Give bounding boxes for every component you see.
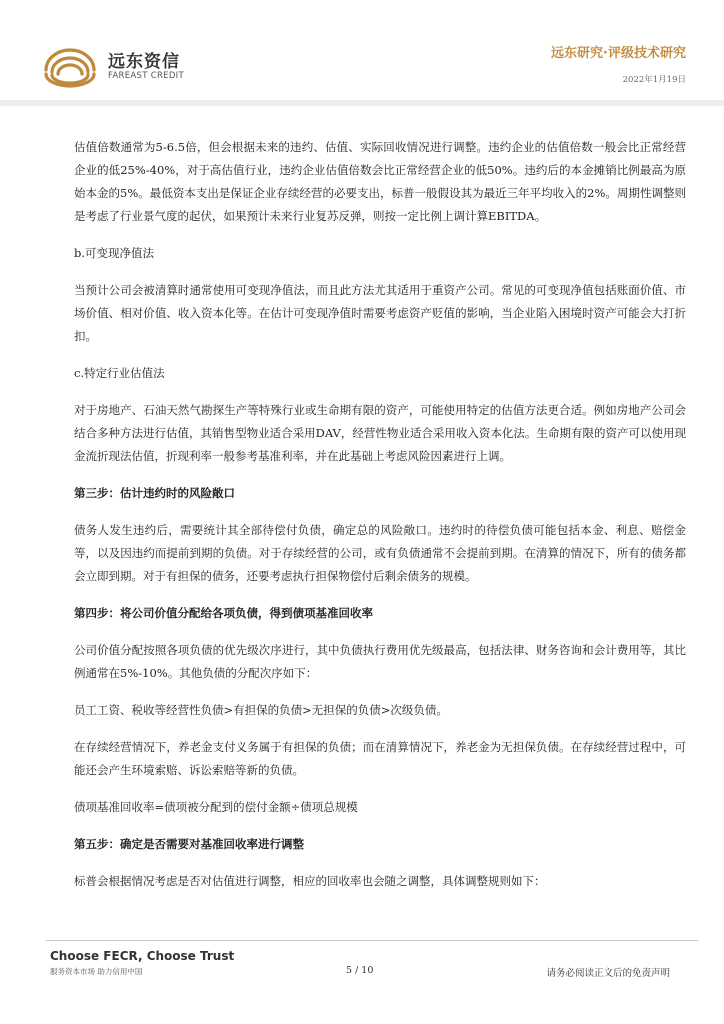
report-series-title: 远东研究·评级技术研究 (551, 46, 686, 61)
paragraph-net-realizable-value: 当预计公司会被清算时通常使用可变现净值法，而且此方法尤其适用于重资产公司。常见的可变现净值包括账面价值、市场价值、相对价值、收入资本化等。在估计可变现净值时需要考虑资产贬值的影响，当企业陷入困境时资产可能会大打折扣。 (74, 283, 686, 343)
brand-name-en: FAREAST CREDIT (108, 71, 184, 81)
paragraph-industry-valuation: 对于房地产、石油天然气勘探生产等特殊行业或生命期有限的资产，可能使用特定的估值方法更合适。例如房地产公司会结合多种方法进行估值，其销售型物业适合采用DAV，经营性物业适合采用收入资本化法。生命期有限的资产可以使用现金流折现法估值，折现利率一般参考基准利率，并在此基础上考虑风险因素进行上调。 (74, 403, 686, 463)
paragraph-pension-obligation: 在存续经营情况下，养老金支付义务属于有担保的负债；而在清算情况下，养老金为无担保负债。在存续经营过程中，可能还会产生环境索赔、诉讼索赔等新的负债。 (74, 740, 686, 777)
subsection-title-net-realizable-value: b.可变现净值法 (74, 246, 155, 260)
paragraph-valuation-multiple: 估值倍数通常为5-6.5倍，但会根据未来的违约、估值、实际回收情况进行调整。违约企业的估值倍数一般会比正常经营企业的低25%-40%，对于高估值行业，违约企业估值倍数会比正常经营企业的低50%。违约后的本金摊销比例最高为原始本金的5%。最低资本支出是保证企业存续经营的必要支出，标普一般假设其为最近三年平均收入的2%。周期性调整则是考虑了行业景气度的起伏，如果预计未来行业复苏反弹，则按一定比例上调计算EBITDA。 (74, 140, 686, 223)
subsection-title-industry-valuation: c.特定行业估值法 (74, 366, 165, 380)
recovery-rate-formula: 债项基准回收率=债项被分配到的偿付金额÷债项总规模 (74, 800, 358, 814)
footer-slogan: Choose FECR, Choose Trust (50, 949, 235, 963)
paragraph-default-exposure: 债务人发生违约后，需要统计其全部待偿付负债，确定总的风险敞口。违约时的待偿负债可能包括本金、利息、赔偿金等，以及因违约而提前到期的负债。对于存续经营的公司，或有负债通常不会提前到期。在清算的情况下，所有的债务都会立即到期。对于有担保的债务，还要考虑执行担保物偿付后剩余债务的规模。 (74, 523, 686, 583)
footer-divider (46, 940, 698, 941)
page-header (0, 0, 724, 100)
paragraph-adjustment-rules: 标普会根据情况考虑是否对估值进行调整，相应的回收率也会随之调整，具体调整规则如下： (74, 874, 546, 888)
fareast-credit-logo-icon (40, 44, 100, 88)
step4-heading: 第四步：将公司价值分配给各项负债，得到债项基准回收率 (74, 606, 373, 620)
header-divider-band (0, 100, 724, 106)
report-date: 2022年1月19日 (622, 75, 686, 85)
document-body (74, 136, 686, 907)
step3-heading: 第三步：估计违约时的风险敞口 (74, 486, 235, 500)
footer-subslogan: 服务资本市场 助力信用中国 (50, 967, 143, 976)
page-number: 5 / 10 (346, 965, 374, 976)
paragraph-value-allocation: 公司价值分配按照各项负债的优先级次序进行，其中负债执行费用优先级最高，包括法律、财务咨询和会计费用等，其比例通常在5%-10%。其他负债的分配次序如下： (74, 643, 686, 680)
disclaimer-note: 请务必阅读正文后的免责声明 (546, 968, 670, 979)
step5-heading: 第五步：确定是否需要对基准回收率进行调整 (74, 837, 304, 851)
brand-name-cn: 远东资信 (108, 52, 180, 72)
paragraph-priority-order: 员工工资、税收等经营性负债>有担保的负债>无担保的负债>次级负债。 (74, 703, 448, 717)
